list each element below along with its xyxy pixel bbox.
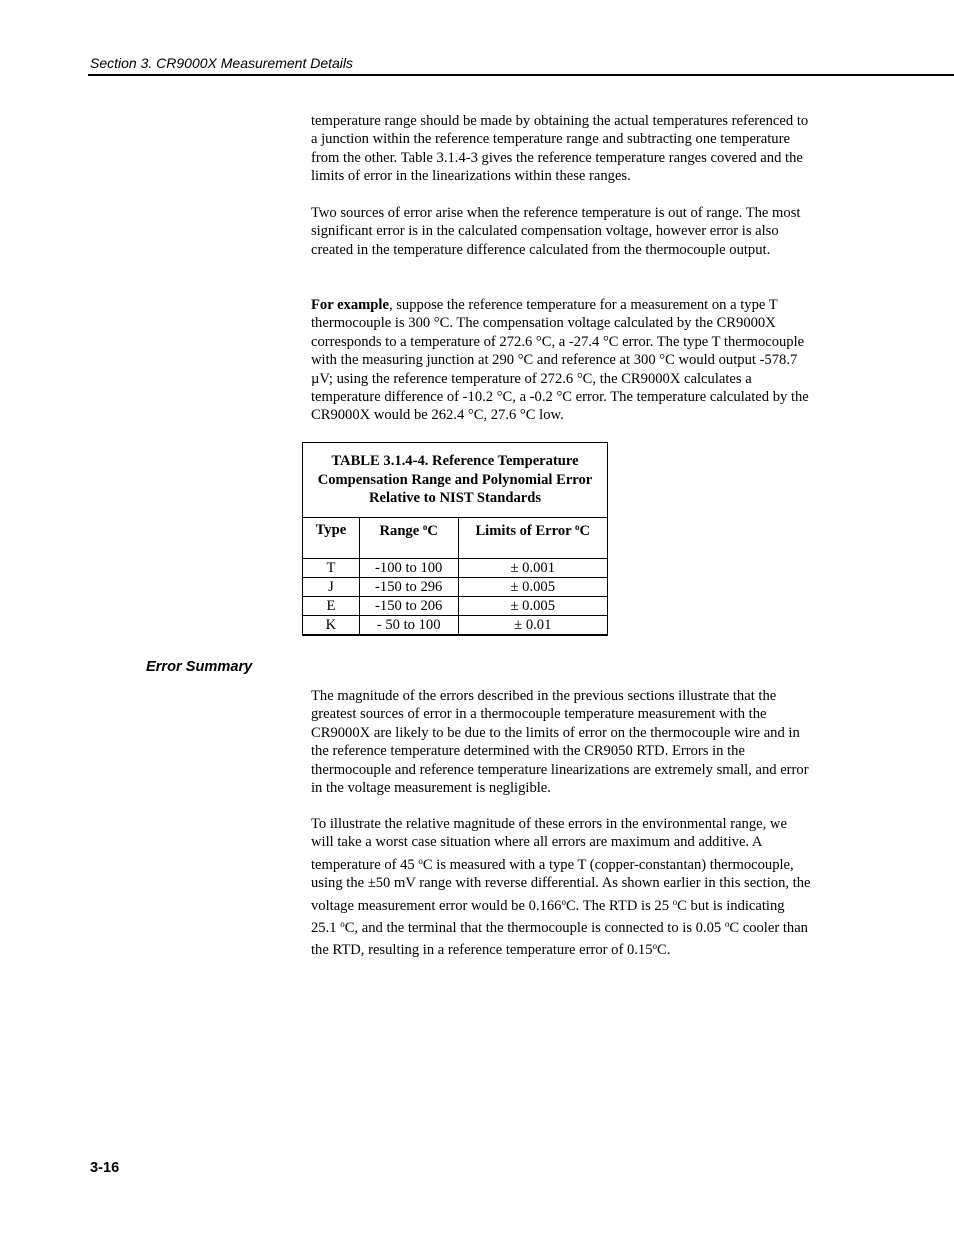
table-row — [303, 578, 608, 597]
degree-superscript: o — [575, 522, 580, 532]
table-row — [303, 559, 608, 578]
cell-type: T — [303, 559, 360, 578]
paragraph-example — [311, 296, 811, 425]
paragraph-text: To illustrate the relative magnitude of these errors in the environmental range, we will take a worst case situation where all errors are maximum and additive. A temperature of 45 $^o$C is measured with a type T (copper-constantan) thermocouple, using the ±50 mV range with reverse differential. As shown earlier in this section, the voltage measurement error would be 0.166$^o$C. The RTD is 25 $^o$C but is indicating 25.1 $^o$C, and the terminal that the thermocouple is connected to is 0.05 $^o$C cooler than the RTD, resulting in a reference temperature error of 0.15$^o$C. — [311, 816, 811, 959]
paragraph-reference-range — [311, 112, 811, 186]
degree-superscript: o — [418, 855, 423, 866]
cell-type: K — [303, 616, 360, 636]
cell-limits: ± 0.005 — [458, 578, 607, 597]
cell-range: -150 to 296 — [359, 578, 458, 597]
cell-type: J — [303, 578, 360, 597]
cell-range: -150 to 206 — [359, 597, 458, 616]
degree-superscript: o — [422, 522, 428, 532]
page-number: 3-16 — [90, 1160, 120, 1176]
paragraph-text: temperature range should be made by obtaining the actual temperatures referenced to a junction within the reference temperature range and subtracting one temperature from the other. Table 3.1.4-3 gives the reference temperature ranges covered and the limits of error in the linearizations within these ranges. — [311, 113, 809, 185]
running-header: Section 3. CR9000X Measurement Details — [90, 55, 354, 71]
cell-limits: ± 0.001 — [458, 559, 607, 578]
table-caption: TABLE 3.1.4-4. Reference Temperature Compensation Range and Polynomial Error Relative to NIST Standards — [303, 443, 608, 518]
degree-superscript: o — [724, 919, 730, 930]
cell-range: - 50 to 100 — [359, 616, 458, 636]
paragraph-worst-case — [311, 815, 811, 960]
degree-superscript: o — [652, 941, 658, 952]
degree-superscript: o — [340, 919, 345, 930]
paragraph-error-magnitude — [311, 687, 811, 797]
cell-type: E — [303, 597, 360, 616]
cell-limits: ± 0.005 — [458, 597, 607, 616]
paragraph-text — [311, 296, 811, 425]
column-header-range: Range $^o$C — [359, 518, 458, 559]
paragraph-error-sources — [311, 204, 811, 259]
cell-limits: ± 0.01 — [458, 616, 607, 636]
example-lead: For example — [311, 297, 389, 313]
column-header-limits: Limits of Error $^o$C — [458, 518, 607, 559]
cell-range: -100 to 100 — [359, 559, 458, 578]
degree-superscript: o — [672, 896, 678, 907]
degree-superscript: o — [561, 896, 566, 907]
table-row — [303, 597, 608, 616]
example-body: , suppose the reference temperature for a measurement on a type T thermocouple is 300 °C. The compensation voltage calculated by the CR9000X corresponds to a temperature of 272.6 °C, a -27.4 °C error. The type T thermocouple with the measuring junction at 290 °C and reference at 300 °C would output -578.7 µV; using the reference temperature of 272.6 °C, the CR9000X calculates a temperature difference of -10.2 °C, a -0.2 °C error. The temperature calculated by the CR9000X would be 262.4 °C, 27.6 °C low. — [311, 297, 809, 424]
column-header-type: Type — [303, 518, 360, 559]
paragraph-text: Two sources of error arise when the reference temperature is out of range. The most significant error is in the calculated compensation voltage, however error is also created in the temperature difference calculated from the thermocouple output. — [311, 205, 801, 258]
header-rule — [88, 74, 954, 76]
reference-temperature-table — [302, 442, 608, 636]
table-row — [303, 616, 608, 636]
paragraph-text: The magnitude of the errors described in the previous sections illustrate that the greatest sources of error in a thermocouple temperature measurement with the CR9000X are likely to be due to the limits of error on the thermocouple wire and in the reference temperature determined with the CR9050 RTD. Errors in the thermocouple and reference temperature linearizations are extremely small, and error in the voltage measurement is negligible. — [311, 688, 809, 797]
section-subheading: Error Summary — [146, 659, 253, 675]
